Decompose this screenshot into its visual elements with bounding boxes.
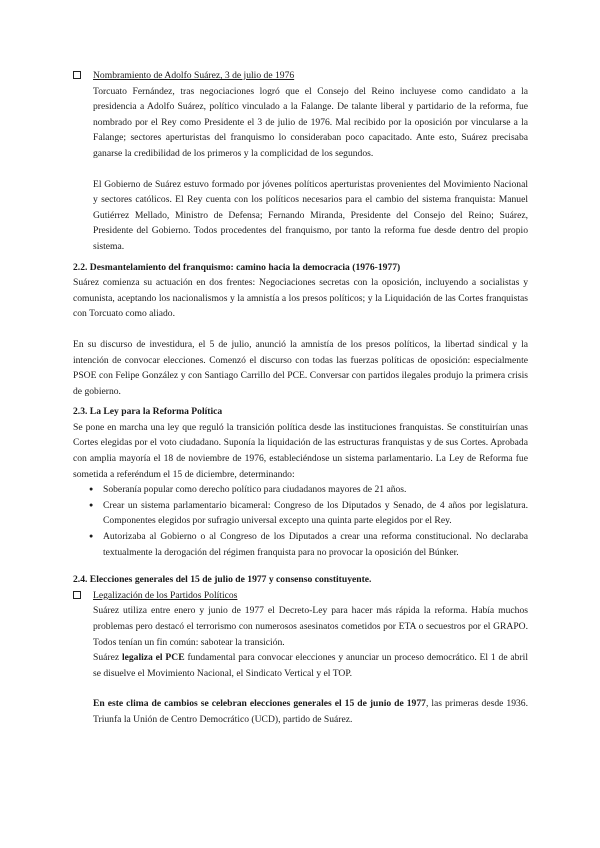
paragraph: Se pone en marcha una ley que reguló la transición política desde las instituciones franquistas. Se constituirían unas Cortes elegidas por el voto ciudadano. Suponía la liquidación de las estructuras franquistas y de sus Cortes. Aprobada con amplia mayoría el 18 de noviembre de 1976, estableciéndose un sistema parlamentario. La Ley de Reforma fue sometida a referéndum el 15 de diciembre, determinando: [73, 421, 528, 480]
section-title-2-2: 2.2. Desmantelamiento del franquismo: camino hacia la democracia (1976-1977) [73, 261, 401, 273]
section-title-2-3: 2.3. La Ley para la Reforma Política [73, 406, 223, 418]
paragraph: Torcuato Fernández, tras negociaciones logró que el Consejo del Reino incluyese como candidato a la presidencia a Adolfo Suárez, político vinculado a la Falange. De talante liberal y partidario de la reforma, fue nombrado por el Rey como Presidente el 3 de julio de 1976. Mal recibido por la oposición por vincularse a la Falange; sectores aperturistas del franquismo lo consideraban poco capacitado. Ante esto, Suárez precisaba ganarse la credibilidad de los primeros y la complicidad de los segundos. [93, 85, 528, 159]
paragraph: Suárez comienza su actuación en dos frentes: Negociaciones secretas con la oposición, incluyendo a socialistas y comunista, aceptando los nacionalismos y la amnistía a los presos políticos; y la Liquidación de las Cortes franquistas con Torcuato como aliado. [73, 277, 528, 320]
subheading-legalizacion [73, 588, 528, 604]
checkbox-bullet-icon [73, 71, 81, 79]
subheading-nombramiento [73, 68, 528, 84]
paragraph: Suárez utiliza entre enero y junio de 1977 el Decreto-Ley para hacer más rápida la reforma. Había muchos problemas pero destacó el terrorismo con numerosos asesinatos cometidos por ETA o secuestros por el GRAPO. Todos tenían un fin común: sabotear la transición. [93, 605, 528, 648]
list-item: ● Crear un sistema parlamentario bicameral: Congreso de los Diputados y Senado, de 4 años por legislatura. Componentes elegidos por sufragio universal excepto una quinta parte elegidos por el Rey. [73, 498, 528, 529]
paragraph: En su discurso de investidura, el 5 de julio, anunció la amnistía de los presos políticos, la libertad sindical y la intención de convocar elecciones. Comenzó el discurso con todas las fuerzas políticas de oposición: especialmente PSOE con Felipe González y con Santiago Carrillo del PCE. Conversar con partidos ilegales produjo la primera crisis de gobierno. [73, 338, 528, 397]
document-page [73, 68, 528, 728]
subheading-text: Nombramiento de Adolfo Suárez, 3 de julio de 1976 [93, 70, 295, 81]
paragraph: Suárez legaliza el PCE fundamental para convocar elecciones y anunciar un proceso democrático. El 1 de abril se disuelve el Movimiento Nacional, el Sindicato Vertical y el TOP. [93, 652, 528, 679]
section-title-2-4: 2.4. Elecciones generales del 15 de julio de 1977 y consenso constituyente. [73, 574, 372, 586]
checkbox-bullet-icon [73, 591, 81, 599]
list-item: ● Autorizaba al Gobierno o al Congreso de los Diputados a crear una reforma constitucional. No declaraba textualmente la derogación del régimen franquista para no provocar la oposición del Búnker. [73, 529, 528, 560]
list-item: ● Soberanía popular como derecho político para ciudadanos mayores de 21 años. [73, 482, 528, 498]
subheading-text: Legalización de los Partidos Políticos [93, 589, 238, 601]
bullet-list [73, 482, 528, 560]
paragraph: En este clima de cambios se celebran elecciones generales el 15 de junio de 1977, las primeras desde 1936. Triunfa la Unión de Centro Democrático (UCD), partido de Suárez. [93, 698, 528, 725]
paragraph: El Gobierno de Suárez estuvo formado por jóvenes políticos aperturistas provenientes del Movimiento Nacional y sectores católicos. El Rey cuenta con los políticos necesarios para el cambio del sistema franquista: Manuel Gutiérrez Mellado, Ministro de Defensa; Fernando Miranda, Presidente del Consejo del Reino; Suárez, Presidente del Gobierno. Todos procedentes del franquismo, por tanto la reforma fue desde dentro del propio sistema. [93, 178, 528, 252]
